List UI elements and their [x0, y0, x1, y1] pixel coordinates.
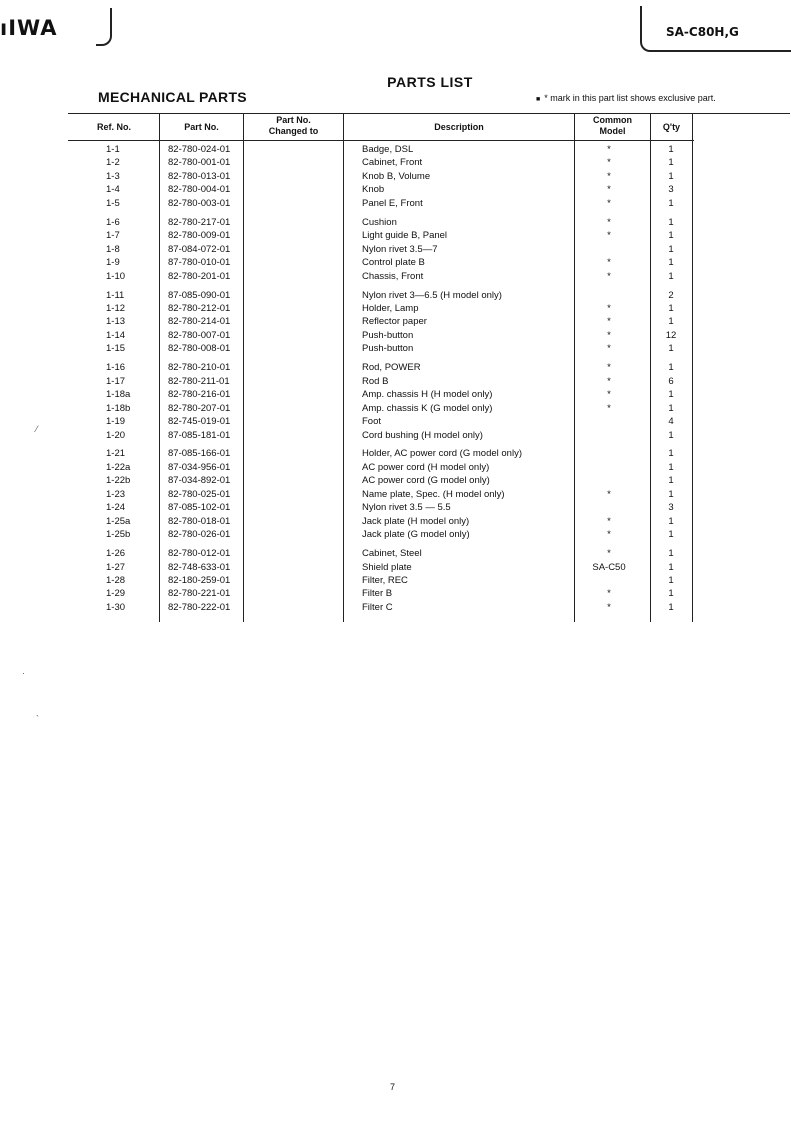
- cell-qty: 1: [668, 461, 674, 473]
- cell-ref: 1-14: [106, 329, 126, 341]
- cell-qty: 3: [668, 184, 674, 196]
- cell-common: *: [607, 316, 611, 328]
- cell-desc: Rod B: [362, 375, 389, 387]
- cell-desc: Holder, AC power cord (G model only): [362, 448, 522, 460]
- cell-part: 82-780-024-01: [168, 144, 231, 155]
- cell-common: SA-C50: [592, 561, 626, 573]
- cell-part: 87-085-102-01: [168, 502, 231, 514]
- cell-common: *: [607, 270, 611, 282]
- cell-part: 87-034-892-01: [168, 475, 231, 487]
- cell-desc: Reflector paper: [362, 316, 427, 328]
- cell-ref: 1-21: [106, 448, 126, 460]
- cell-qty: 1: [668, 157, 674, 169]
- cell-common: *: [607, 601, 611, 613]
- column-header-description: Description: [434, 122, 484, 132]
- cell-qty: 1: [668, 561, 674, 573]
- cell-desc: Amp. chassis K (G model only): [362, 402, 493, 414]
- cell-ref: 1-19: [106, 416, 126, 427]
- cell-desc: Badge, DSL: [362, 144, 414, 155]
- cell-desc: Nylon rivet 3.5—7: [362, 243, 438, 255]
- cell-desc: Shield plate: [362, 561, 412, 573]
- cell-desc: Cord bushing (H model only): [362, 429, 483, 441]
- cell-desc: Chassis, Front: [362, 270, 424, 282]
- section-title: MECHANICAL PARTS: [98, 89, 247, 105]
- cell-common: *: [607, 548, 611, 560]
- cell-qty: 1: [668, 475, 674, 487]
- cell-ref: 1-18b: [106, 402, 131, 414]
- cell-ref: 1-6: [106, 216, 120, 228]
- cell-part: 82-780-012-01: [168, 548, 231, 560]
- cell-part: 82-780-004-01: [168, 184, 231, 196]
- model-number: SA-C80H,G: [666, 25, 739, 39]
- cell-qty: 1: [668, 448, 674, 460]
- cell-qty: 1: [668, 144, 674, 155]
- cell-qty: 1: [668, 488, 674, 500]
- cell-desc: Push-button: [362, 343, 414, 355]
- cell-desc: Rod, POWER: [362, 362, 421, 374]
- cell-desc: Filter C: [362, 601, 393, 613]
- cell-common: *: [607, 157, 611, 169]
- column-header-ref: Ref. No.: [96, 122, 131, 132]
- cell-part: 87-085-166-01: [168, 448, 231, 460]
- cell-qty: 1: [668, 343, 674, 355]
- cell-desc: Jack plate (G model only): [362, 529, 470, 541]
- cell-common: *: [607, 529, 611, 541]
- cell-desc: Holder, Lamp: [362, 302, 419, 314]
- column-header-qty: Q'ty: [662, 122, 681, 132]
- cell-desc: Foot: [362, 416, 382, 427]
- cell-desc: Knob: [362, 184, 385, 196]
- cell-qty: 1: [668, 243, 674, 255]
- cell-part: 82-780-210-01: [168, 362, 231, 374]
- cell-desc: Light guide B, Panel: [362, 230, 448, 242]
- cell-ref: 1-25a: [106, 515, 131, 527]
- cell-qty: 1: [668, 197, 674, 209]
- cell-desc: Name plate, Spec. (H model only): [362, 488, 505, 500]
- cell-part: 82-780-026-01: [168, 529, 231, 541]
- cell-qty: 1: [668, 548, 674, 560]
- note-bullet: ■: [536, 96, 541, 103]
- cell-common: *: [607, 257, 611, 269]
- cell-ref: 1-20: [106, 429, 126, 441]
- cell-common: *: [607, 362, 611, 374]
- cell-desc: Amp. chassis H (H model only): [362, 389, 493, 401]
- cell-part: 82-780-025-01: [168, 488, 231, 500]
- cell-qty: 1: [668, 270, 674, 282]
- cell-desc: AC power cord (G model only): [362, 475, 490, 487]
- cell-ref: 1-18a: [106, 389, 131, 401]
- cell-part: 82-745-019-01: [168, 416, 231, 427]
- cell-ref: 1-1: [106, 144, 120, 155]
- cell-qty: 1: [668, 257, 674, 269]
- cell-common: *: [607, 329, 611, 341]
- cell-qty: 3: [668, 502, 674, 514]
- cell-part: 87-085-090-01: [168, 289, 231, 301]
- cell-common: *: [607, 488, 611, 500]
- cell-part: 82-780-211-01: [168, 375, 230, 387]
- cell-ref: 1-15: [106, 343, 126, 355]
- cell-ref: 1-10: [106, 270, 126, 282]
- cell-qty: 1: [668, 601, 674, 613]
- cell-qty: 1: [668, 575, 674, 586]
- cell-desc: Push-button: [362, 329, 414, 341]
- cell-qty: 1: [668, 429, 674, 441]
- cell-part: 87-084-072-01: [168, 243, 231, 255]
- cell-common: *: [607, 230, 611, 242]
- cell-ref: 1-16: [106, 362, 126, 374]
- cell-part: 82-780-008-01: [168, 343, 231, 355]
- cell-part: 82-780-009-01: [168, 230, 231, 242]
- cell-ref: 1-25b: [106, 529, 131, 541]
- page-title: PARTS LIST: [387, 74, 473, 90]
- cell-part: 82-780-003-01: [168, 197, 231, 209]
- cell-common: *: [607, 184, 611, 196]
- cell-part: 82-748-633-01: [168, 561, 231, 573]
- cell-part: 87-085-181-01: [168, 429, 231, 441]
- cell-qty: 2: [668, 289, 674, 301]
- cell-ref: 1-29: [106, 588, 126, 600]
- cell-part: 82-780-217-01: [168, 216, 231, 228]
- cell-common: *: [607, 375, 611, 387]
- cell-qty: 1: [668, 230, 674, 242]
- cell-part: 82-780-007-01: [168, 329, 231, 341]
- cell-ref: 1-8: [106, 243, 120, 255]
- cell-common: *: [607, 515, 611, 527]
- cell-part: 82-780-018-01: [168, 515, 231, 527]
- cell-desc: Jack plate (H model only): [362, 515, 470, 527]
- cell-qty: 4: [668, 416, 674, 427]
- cell-ref: 1-28: [106, 575, 126, 586]
- cell-qty: 1: [668, 515, 674, 527]
- cell-qty: 6: [668, 375, 674, 387]
- cell-qty: 1: [668, 529, 674, 541]
- cell-desc: Control plate B: [362, 257, 425, 269]
- cell-common: *: [607, 343, 611, 355]
- cell-ref: 1-30: [106, 601, 126, 613]
- cell-common: *: [607, 588, 611, 600]
- cell-qty: 12: [665, 329, 677, 341]
- cell-qty: 1: [668, 389, 674, 401]
- cell-desc: Cabinet, Front: [362, 157, 423, 169]
- cell-desc: AC power cord (H model only): [362, 461, 490, 473]
- cell-ref: 1-9: [106, 257, 120, 269]
- cell-part: 82-780-201-01: [168, 270, 231, 282]
- cell-part: 87-034-956-01: [168, 461, 231, 473]
- cell-ref: 1-17: [106, 375, 126, 387]
- cell-part: 82-780-001-01: [168, 157, 231, 169]
- cell-desc: Cushion: [362, 216, 397, 228]
- column-header-common-line2: Model: [599, 126, 626, 136]
- cell-part: 82-780-214-01: [168, 316, 231, 328]
- cell-ref: 1-7: [106, 230, 120, 242]
- cell-qty: 1: [668, 216, 674, 228]
- brand-logo: ıIWA: [0, 16, 58, 40]
- cell-part: 87-780-010-01: [168, 257, 231, 269]
- cell-common: *: [607, 216, 611, 228]
- cell-part: 82-180-259-01: [168, 575, 231, 586]
- cell-ref: 1-13: [106, 316, 126, 328]
- cell-ref: 1-5: [106, 197, 120, 209]
- cell-common: *: [607, 197, 611, 209]
- cell-ref: 1-24: [106, 502, 126, 514]
- cell-common: *: [607, 302, 611, 314]
- cell-ref: 1-4: [106, 184, 120, 196]
- cell-desc: Knob B, Volume: [362, 170, 431, 182]
- cell-common: *: [607, 170, 611, 182]
- cell-part: 82-780-221-01: [168, 588, 231, 600]
- cell-desc: Nylon rivet 3—6.5 (H model only): [362, 289, 502, 301]
- cell-part: 82-780-013-01: [168, 170, 231, 182]
- cell-common: *: [607, 389, 611, 401]
- cell-desc: Filter B: [362, 588, 393, 600]
- scan-speck: ·: [22, 668, 25, 678]
- cell-ref: 1-26: [106, 548, 126, 560]
- column-header-changed-line2: Changed to: [268, 126, 319, 136]
- cell-ref: 1-27: [106, 561, 126, 573]
- cell-ref: 1-12: [106, 302, 126, 314]
- cell-common: *: [607, 402, 611, 414]
- cell-part: 82-780-222-01: [168, 601, 231, 613]
- column-header-common-line1: Common: [593, 115, 632, 125]
- cell-qty: 1: [668, 402, 674, 414]
- cell-desc: Nylon rivet 3.5 — 5.5: [362, 502, 451, 514]
- cell-desc: Filter, REC: [362, 575, 408, 586]
- page-number: 7: [390, 1082, 396, 1092]
- cell-part: 82-780-212-01: [168, 302, 231, 314]
- cell-qty: 1: [668, 362, 674, 374]
- note-text: * mark in this part list shows exclusive part.: [544, 93, 716, 103]
- cell-ref: 1-2: [106, 157, 120, 169]
- cell-ref: 1-23: [106, 488, 126, 500]
- cell-ref: 1-22a: [106, 461, 131, 473]
- cell-ref: 1-11: [106, 289, 125, 301]
- cell-desc: Cabinet, Steel: [362, 548, 422, 560]
- cell-common: *: [607, 144, 611, 155]
- cell-part: 82-780-207-01: [168, 402, 231, 414]
- cell-qty: 1: [668, 170, 674, 182]
- cell-qty: 1: [668, 588, 674, 600]
- cell-qty: 1: [668, 302, 674, 314]
- scan-speck: ⁄: [36, 424, 38, 434]
- cell-ref: 1-22b: [106, 475, 131, 487]
- cell-part: 82-780-216-01: [168, 389, 231, 401]
- cell-qty: 1: [668, 316, 674, 328]
- column-header-part: Part No.: [184, 122, 219, 132]
- cell-ref: 1-3: [106, 170, 120, 182]
- scan-speck: `: [36, 714, 39, 724]
- cell-desc: Panel E, Front: [362, 197, 423, 209]
- column-header-changed-line1: Part No.: [276, 115, 311, 125]
